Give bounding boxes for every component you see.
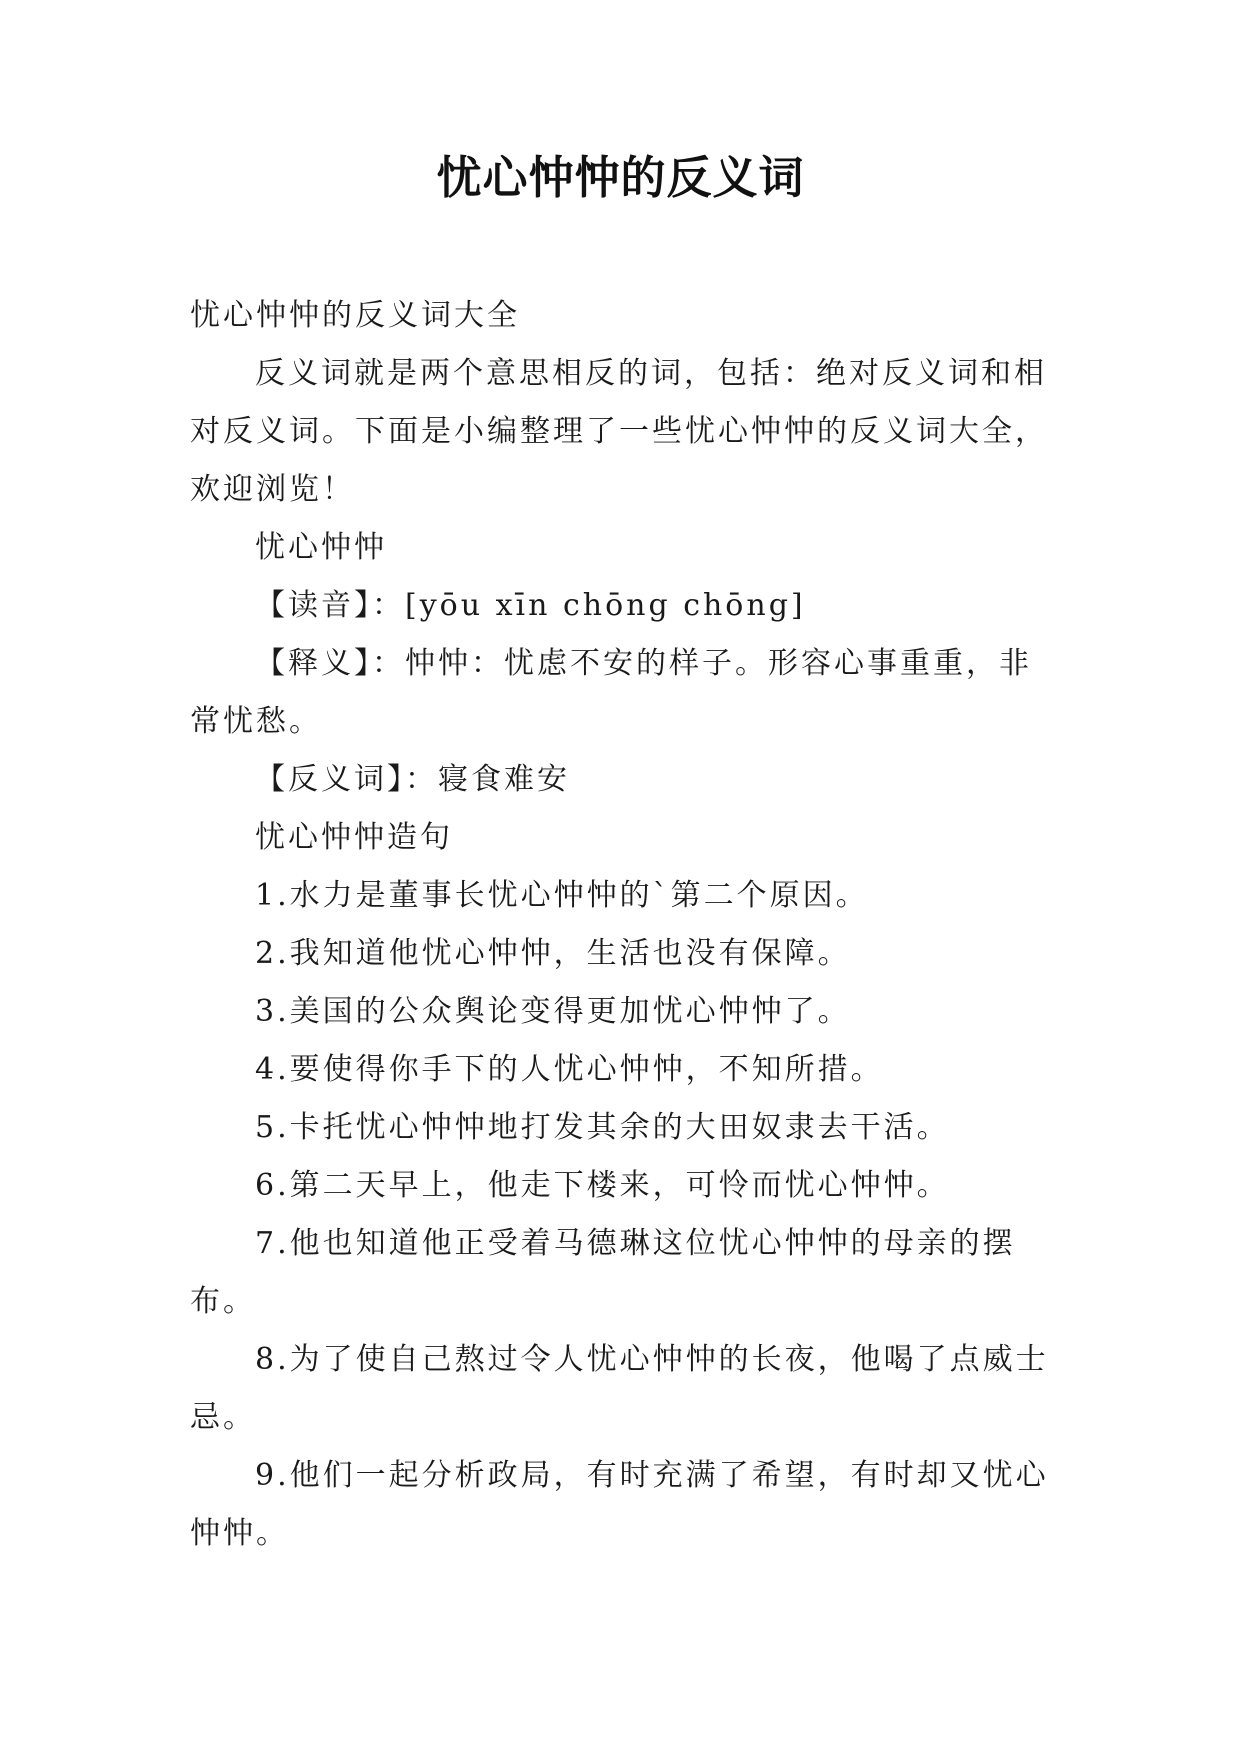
sentence-line: 7.他也知道他正受着马德琳这位忧心忡忡的母亲的摆 — [255, 1226, 1016, 1261]
sentence-item — [190, 1157, 1058, 1215]
sentence-line: 9.他们一起分析政局，有时充满了希望，有时却又忧心 — [255, 1458, 1049, 1493]
sentence-line: 忡忡。 — [190, 1516, 289, 1551]
definition-line: 【释义】：忡忡：忧虑不安的样子。形容心事重重，非 — [255, 646, 1032, 681]
document-body — [190, 287, 1058, 1563]
sentence-item — [190, 983, 1058, 1041]
sentence-line: 布。 — [190, 1284, 256, 1319]
sentence-item — [190, 867, 1058, 925]
sentence-line: 3.美国的公众舆论变得更加忧心忡忡了。 — [255, 994, 851, 1029]
sentence-line: 4.要使得你手下的人忧心忡忡，不知所措。 — [255, 1052, 884, 1087]
sentence-line: 2.我知道他忧心忡忡，生活也没有保障。 — [255, 936, 851, 971]
intro-line: 对反义词。下面是小编整理了一些忧心忡忡的反义词大全， — [190, 414, 1048, 449]
sentence-item — [190, 925, 1058, 983]
sentence-item — [190, 1447, 1058, 1563]
sentence-line: 5.卡托忧心忡忡地打发其余的大田奴隶去干活。 — [255, 1110, 950, 1145]
document-title: 忧心忡忡的反义词 — [436, 151, 805, 204]
sentence-line: 忌。 — [190, 1400, 256, 1435]
pronunciation: 【读音】：[yōu xīn chōng chōng] — [255, 588, 806, 623]
sentence-line: 8.为了使自己熬过令人忧心忡忡的长夜，他喝了点威士 — [255, 1342, 1049, 1377]
definition-paragraph — [190, 635, 1058, 751]
definition-line: 常忧愁。 — [190, 704, 322, 739]
sentence-line: 1.水力是董事长忧心忡忡的`第二个原因。 — [255, 878, 869, 913]
antonym: 【反义词】：寝食难安 — [255, 762, 570, 797]
sentence-item — [190, 1041, 1058, 1099]
sentence-line: 6.第二天早上，他走下楼来，可怜而忧心忡忡。 — [255, 1168, 950, 1203]
intro-paragraph — [190, 345, 1058, 519]
sentence-item — [190, 1215, 1058, 1331]
sentences-heading: 忧心忡忡造句 — [255, 820, 453, 855]
sentence-item — [190, 1099, 1058, 1157]
intro-line: 欢迎浏览！ — [190, 472, 355, 507]
word-heading: 忧心忡忡 — [255, 530, 387, 565]
intro-line: 反义词就是两个意思相反的词，包括：绝对反义词和相 — [255, 356, 1047, 391]
subtitle: 忧心忡忡的反义词大全 — [190, 298, 520, 333]
sentence-item — [190, 1331, 1058, 1447]
